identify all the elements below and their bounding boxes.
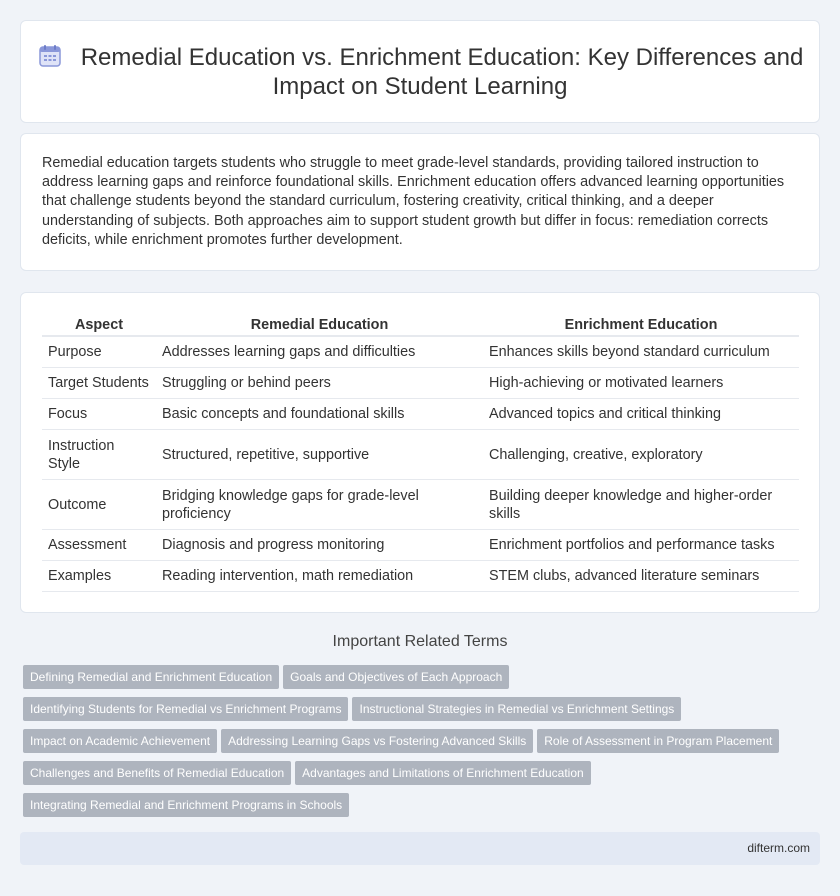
row-enrichment: High-achieving or motivated learners (483, 368, 799, 399)
table-row (42, 561, 799, 592)
tag-row (23, 697, 803, 729)
table-row (42, 480, 799, 530)
tag-row (23, 761, 803, 793)
related-term-tag[interactable]: Role of Assessment in Program Placement (537, 729, 779, 753)
page-title-wrap (21, 43, 819, 101)
row-aspect: Target Students (42, 368, 156, 399)
row-enrichment: Enrichment portfolios and performance tasks (483, 530, 799, 561)
row-aspect: Examples (42, 561, 156, 592)
related-terms-heading: Important Related Terms (332, 633, 508, 650)
row-remedial: Structured, repetitive, supportive (156, 430, 483, 480)
row-remedial: Basic concepts and foundational skills (156, 399, 483, 430)
row-aspect: Assessment (42, 530, 156, 561)
row-enrichment: Enhances skills beyond standard curriculum (483, 337, 799, 368)
row-aspect: Outcome (42, 480, 156, 530)
row-aspect: Focus (42, 399, 156, 430)
intro-card (20, 133, 820, 271)
intro-paragraph: Remedial education targets students who struggle to meet grade-level standards, providing tailored instruction to address learning gaps and reinforce foundational skills. Enrichment education offers advanced learning opportunities that challenge students beyond the standard curriculum, fostering creativity, critical thinking, and a deeper understanding of subjects. Both approaches aim to support student growth but differ in focus: remediation corrects deficits, while enrichment promotes further development. (42, 155, 785, 248)
related-term-tag[interactable]: Impact on Academic Achievement (23, 729, 217, 753)
comparison-table (42, 315, 799, 592)
table-row (42, 337, 799, 368)
table-row (42, 430, 799, 480)
row-aspect: Purpose (42, 337, 156, 368)
header-aspect: Aspect (42, 315, 156, 337)
page-title: Remedial Education vs. Enrichment Education: Key Differences and Impact on Student Learning (80, 44, 804, 100)
related-term-tag[interactable]: Instructional Strategies in Remedial vs Enrichment Settings (352, 697, 681, 721)
table-row (42, 399, 799, 430)
row-remedial: Bridging knowledge gaps for grade-level proficiency (156, 480, 483, 530)
row-enrichment: STEM clubs, advanced literature seminars (483, 561, 799, 592)
row-enrichment: Building deeper knowledge and higher-order skills (483, 480, 799, 530)
related-term-tag[interactable]: Advantages and Limitations of Enrichment Education (295, 761, 591, 785)
related-terms-list (23, 665, 803, 825)
related-term-tag[interactable]: Goals and Objectives of Each Approach (283, 665, 509, 689)
row-remedial: Struggling or behind peers (156, 368, 483, 399)
footer-bar (20, 832, 820, 865)
calendar-icon (37, 43, 63, 69)
tag-row (23, 729, 803, 761)
tag-row (23, 793, 803, 825)
row-remedial: Addresses learning gaps and difficulties (156, 337, 483, 368)
related-term-tag[interactable]: Integrating Remedial and Enrichment Programs in Schools (23, 793, 349, 817)
title-card (20, 20, 820, 123)
table-row (42, 530, 799, 561)
row-enrichment: Advanced topics and critical thinking (483, 399, 799, 430)
related-term-tag[interactable]: Challenges and Benefits of Remedial Education (23, 761, 291, 785)
row-remedial: Diagnosis and progress monitoring (156, 530, 483, 561)
table-header-row (42, 315, 799, 337)
row-remedial: Reading intervention, math remediation (156, 561, 483, 592)
related-term-tag[interactable]: Addressing Learning Gaps vs Fostering Advanced Skills (221, 729, 533, 753)
table-row (42, 368, 799, 399)
footer-site-link[interactable]: difterm.com (747, 841, 810, 855)
comparison-card (20, 292, 820, 613)
header-enrichment: Enrichment Education (483, 315, 799, 337)
related-term-tag[interactable]: Identifying Students for Remedial vs Enrichment Programs (23, 697, 348, 721)
header-remedial: Remedial Education (156, 315, 483, 337)
row-aspect: Instruction Style (42, 430, 156, 480)
related-term-tag[interactable]: Defining Remedial and Enrichment Education (23, 665, 279, 689)
tag-row (23, 665, 803, 697)
row-enrichment: Challenging, creative, exploratory (483, 430, 799, 480)
